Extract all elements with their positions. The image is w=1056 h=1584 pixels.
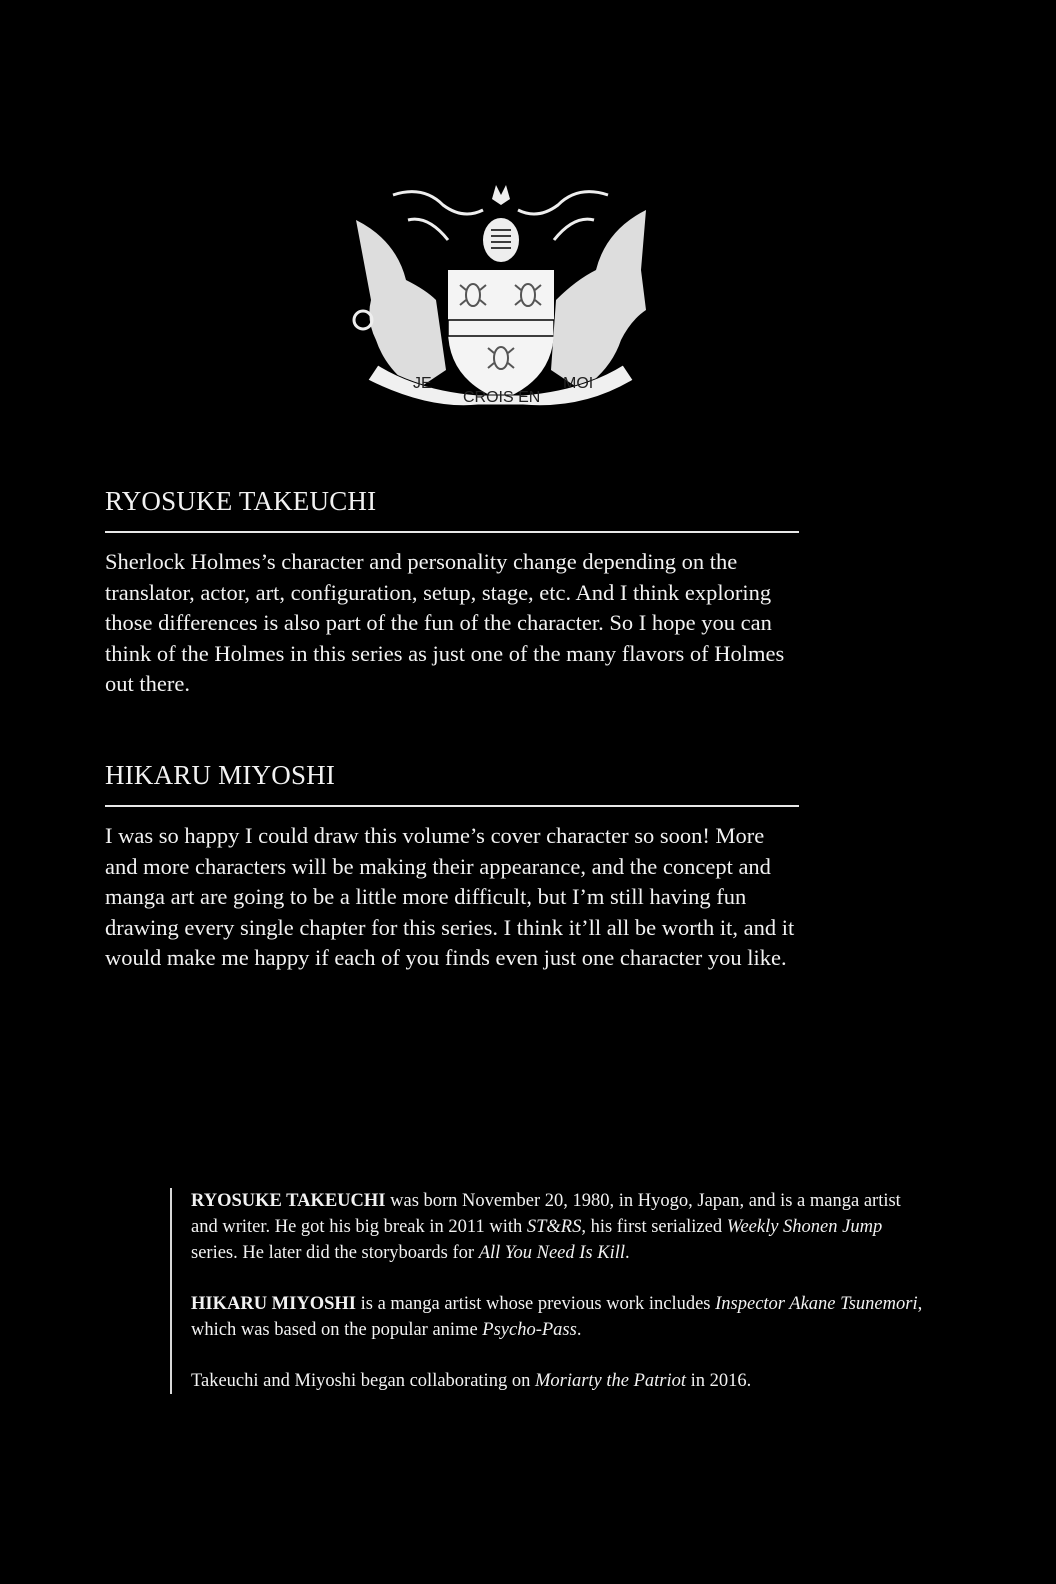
bio-collaboration [191, 1368, 931, 1394]
bio-title: ST&RS [526, 1217, 582, 1237]
bio-title: Inspector Akane Tsunemori [715, 1294, 918, 1314]
bio-takeuchi [191, 1188, 931, 1266]
author-comment-takeuchi [105, 486, 799, 700]
motto-word: MOI [563, 375, 594, 392]
bio-text: is a manga artist whose previous work includes [355, 1294, 716, 1314]
section-body: I was so happy I could draw this volume’s cover character so soon! More and more characters will be making their appearance, and the concept and manga art are going to be a little more difficult, but I’m still having fun drawing every single chapter for this series. I think it’ll all be worth it, and it would make me happy if each of you finds even just one character you like. [105, 823, 795, 970]
bio-text: Takeuchi and Miyoshi began collaborating on [191, 1371, 535, 1391]
bio-title: Psycho-Pass [482, 1320, 577, 1340]
bio-text: , which was based on the popular anime [191, 1294, 923, 1340]
bio-name: HIKARU MIYOSHI [191, 1294, 356, 1314]
bio-title: Weekly Shonen Jump [726, 1217, 883, 1237]
section-heading: HIKARU MIYOSHI [105, 760, 799, 807]
section-body: Sherlock Holmes’s character and personality change depending on the translator, actor, art, configuration, setup, stage, etc. And I think exploring those differences is also part of the fun of the character. So I hope you can think of the Holmes in this series as just one of the many flavors of Holmes out there. [105, 549, 785, 696]
bio-title: Moriarty the Patriot [534, 1371, 687, 1391]
bio-miyoshi [191, 1291, 931, 1343]
bio-text: was born November 20, 1980, in Hyogo, Japan, and is a manga artist and writer. He got his big break in 2011 with [191, 1191, 901, 1237]
author-bio-block [170, 1188, 931, 1394]
bio-name: RYOSUKE TAKEUCHI [191, 1191, 386, 1211]
motto-word: JE [413, 375, 432, 392]
bio-text: , his first serialized [581, 1217, 727, 1237]
coat-of-arms-crest [348, 180, 654, 425]
bio-title: All You Need Is Kill [478, 1243, 626, 1263]
author-comment-miyoshi [105, 760, 799, 974]
motto-word: CROIS EN [463, 389, 541, 406]
bio-text: . [576, 1320, 582, 1340]
bio-text: . [625, 1243, 630, 1263]
section-heading: RYOSUKE TAKEUCHI [105, 486, 799, 533]
bio-text: in 2016. [686, 1371, 752, 1391]
bio-text: series. He later did the storyboards for [191, 1243, 479, 1263]
